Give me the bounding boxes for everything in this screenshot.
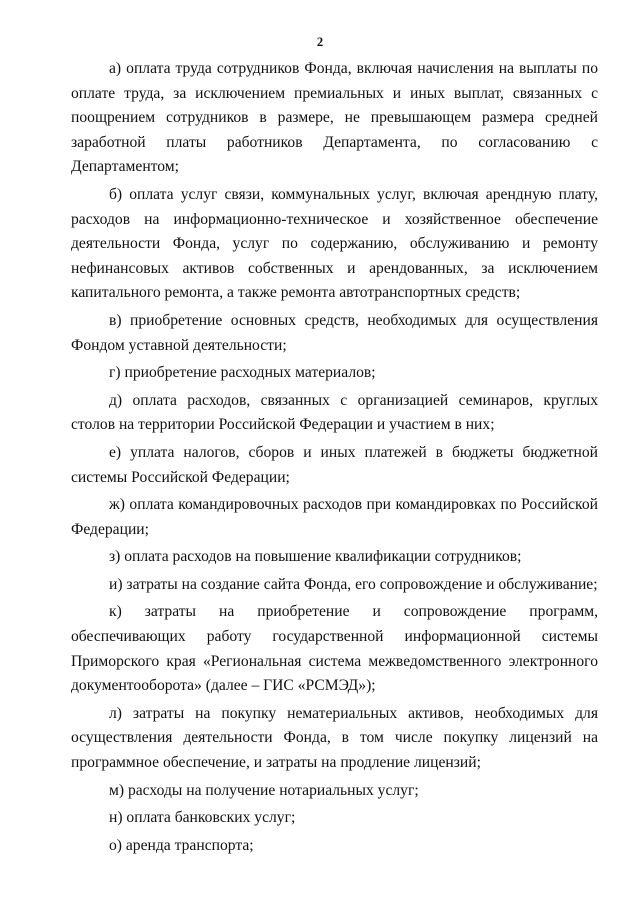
list-item-m: м) расходы на получение нотариальных услуг; — [109, 781, 419, 799]
list-item-i: и) затраты на создание сайта Фонда, его сопровождение и обслуживание; — [109, 575, 598, 593]
list-item-l: л) затраты на покупку нематериальных активов, необходимых для осуществления деятельности Фонда, в том числе покупку лицензий на программное обеспечение, и затраты на продление лицензий; — [71, 704, 598, 772]
list-item-k: к) затраты на приобретение и сопровождение программ, обеспечивающих работу государственной информационной системы Приморского края «Региональная система межведомственного электронного документооборота» (далее – ГИС «РСМЭД»); — [71, 603, 598, 695]
list-item-o: о) аренда транспорта; — [109, 836, 254, 854]
list-item-v: в) приобретение основных средств, необходимых для осуществления Фондом уставной деятельности; — [71, 311, 598, 354]
list-item-b: б) оплата услуг связи, коммунальных услуг, включая арендную плату, расходов на информационно-техническое и хозяйственное обеспечение деятельности Фонда, услуг по содержанию, обслуживанию и ремонту нефинансовых активов собственных и арендованных, за исключением капитального ремонта, а также ремонта автотранспортных средств; — [71, 185, 598, 302]
list-item-g: г) приобретение расходных материалов; — [109, 364, 376, 382]
list-item-d: д) оплата расходов, связанных с организацией семинаров, круглых столов на территории Российской Федерации и участием в них; — [71, 391, 598, 434]
list-item-a: а) оплата труда сотрудников Фонда, включая начисления на выплаты по оплате труда, за исключением премиальных и иных выплат, связанных с поощрением сотрудников в размере, не превышающем размера средней заработной платы работников Департамента, по согласованию с Департаментом; — [71, 60, 598, 176]
page-number: 2 — [316, 35, 324, 49]
list-item-zh: ж) оплата командировочных расходов при командировках по Российской Федерации; — [71, 496, 598, 538]
list-item-z: з) оплата расходов на повышение квалификации сотрудников; — [109, 548, 522, 566]
list-item-e: е) уплата налогов, сборов и иных платежей в бюджеты бюджетной системы Российской Федерации; — [71, 443, 598, 486]
list-item-n: н) оплата банковских услуг; — [109, 809, 296, 827]
document-body — [71, 57, 598, 861]
